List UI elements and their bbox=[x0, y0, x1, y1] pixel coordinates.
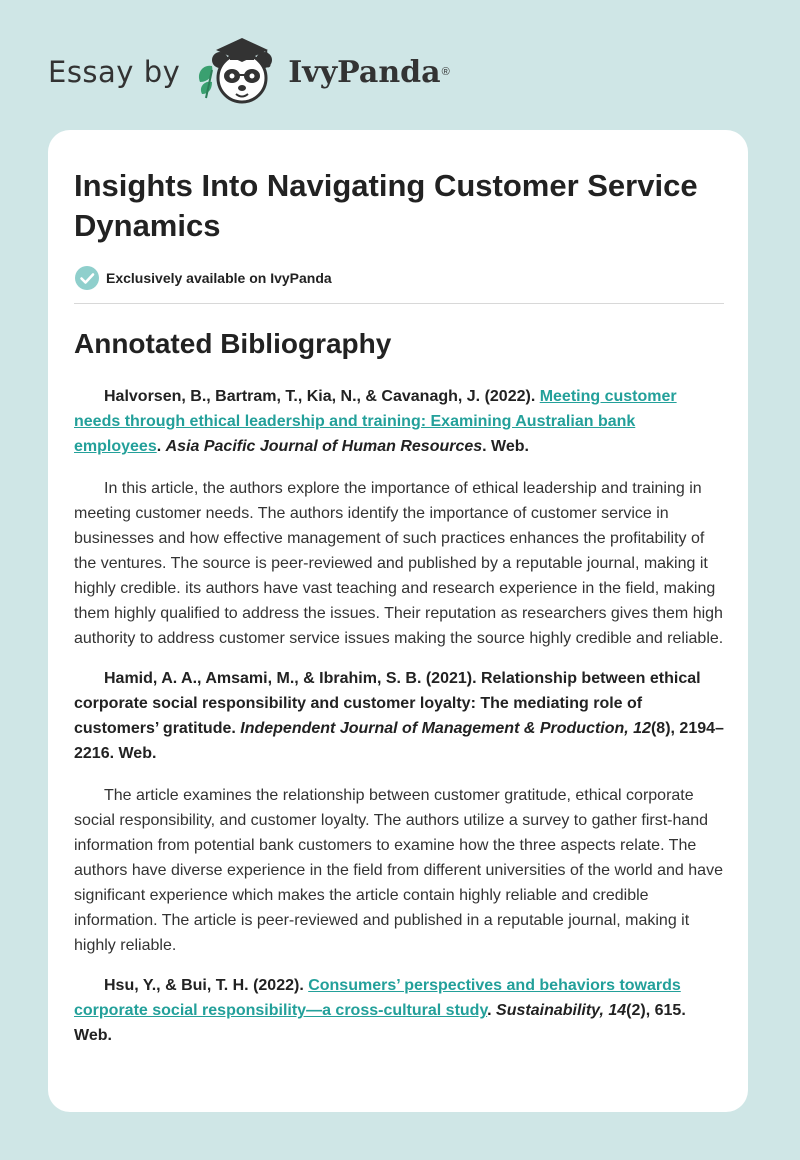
brand-prefix: Essay by bbox=[48, 55, 181, 89]
ref-1-authors: Halvorsen, B., Bartram, T., Kia, N., & Cavanagh, J. (2022). bbox=[104, 388, 540, 405]
brand-name: IvyPanda bbox=[288, 54, 441, 90]
exclusive-label: Exclusively available on IvyPanda bbox=[106, 270, 332, 286]
ref-2-tail: (8), 2194–2216. Web. bbox=[74, 720, 724, 762]
ref-3-tail: (2), 615. Web. bbox=[74, 1002, 686, 1044]
reference-1 bbox=[74, 384, 726, 459]
panda-logo-icon bbox=[194, 36, 282, 108]
ref-3-dot: . bbox=[487, 1002, 497, 1019]
reference-3 bbox=[74, 973, 726, 1048]
ref-1-journal: Asia Pacific Journal of Human Resources bbox=[165, 438, 483, 455]
card-header bbox=[74, 166, 724, 292]
ref-3-journal: Sustainability, 14 bbox=[496, 1002, 627, 1019]
ref-2-journal: Independent Journal of Management & Production, 12 bbox=[240, 720, 651, 737]
bibliography-body bbox=[74, 384, 726, 1048]
section-heading: Annotated Bibliography bbox=[74, 328, 392, 359]
annotation-1: In this article, the authors explore the importance of ethical leadership and training in meeting customer needs. The authors identify the importance of customer service in businesses and how effective management of such practices enhances the profitability of the ventures. The source is peer-reviewed and published by a reputable journal, making it highly credible. its authors have vast teaching and research experience in the field, making them highly qualified to address the issues. Their reputation as researchers gives them high authority to address customer service issues making the source highly credible and reliable. bbox=[74, 480, 724, 647]
ref-3-title-link[interactable]: Consumers’ perspectives and behaviors towards corporate social responsibility—a cross-cultural study bbox=[74, 977, 681, 1019]
annotation-2: The article examines the relationship between customer gratitude, ethical corporate social responsibility, and customer loyalty. The authors utilize a survey to gather first-hand information from potential bank customers to examine how the three aspects relate. The authors have diverse experience in the field from different universities of the world and have significant experience which makes the article contain highly reliable and credible information. The article is peer-reviewed and published in a reputable journal, making it highly reliable. bbox=[74, 787, 723, 954]
reference-2 bbox=[74, 666, 726, 766]
exclusive-badge bbox=[74, 264, 724, 292]
page-title: Insights Into Navigating Customer Service Dynamics bbox=[74, 168, 698, 243]
divider bbox=[74, 303, 724, 304]
registered-mark: ® bbox=[441, 66, 450, 78]
ref-2-text: Hamid, A. A., Amsami, M., & Ibrahim, S. B. (2021). Relationship between ethical corporate social responsibility and customer loyalty: The mediating role of customers’ gratitude. bbox=[74, 670, 701, 737]
ref-1-tail: . Web. bbox=[482, 438, 529, 455]
brand-header bbox=[48, 36, 450, 108]
check-circle-icon bbox=[74, 265, 100, 291]
document-card bbox=[48, 130, 748, 1112]
ref-1-dot: . bbox=[156, 438, 166, 455]
ref-1-title-link[interactable]: Meeting customer needs through ethical leadership and training: Examining Australian bank employees bbox=[74, 388, 677, 455]
ref-3-authors: Hsu, Y., & Bui, T. H. (2022). bbox=[104, 977, 309, 994]
